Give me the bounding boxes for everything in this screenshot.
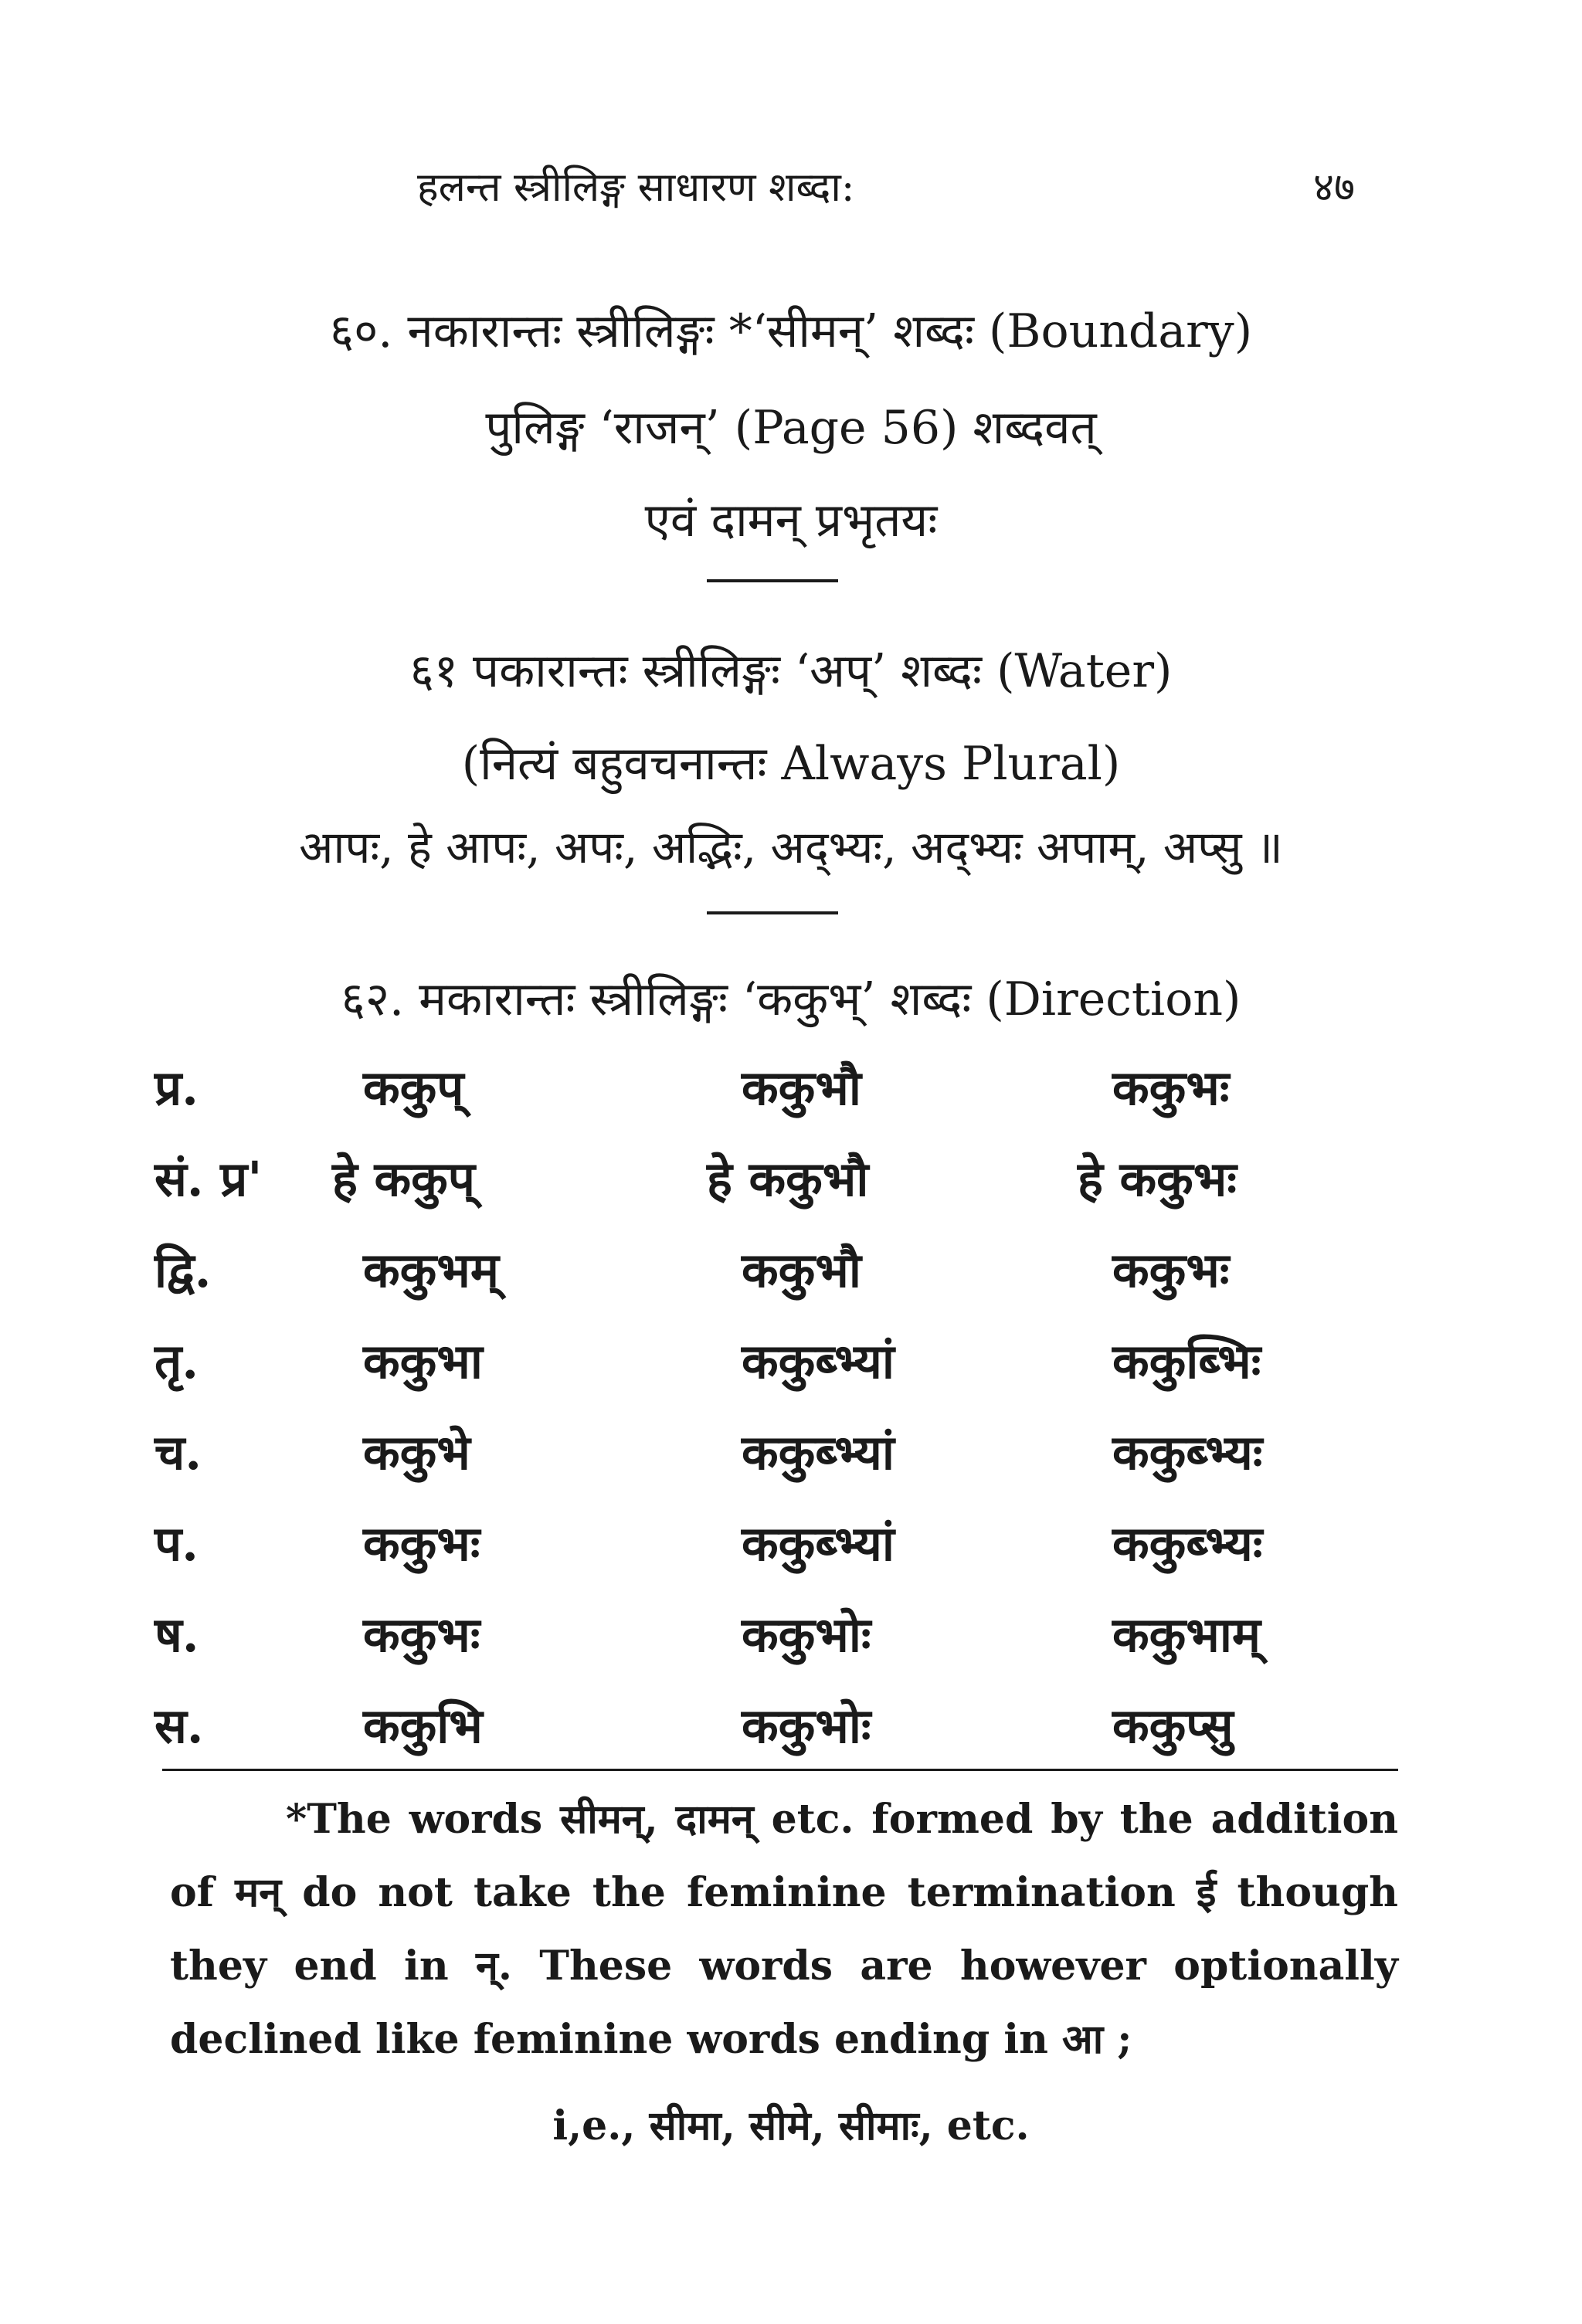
section-61-forms: आपः, हे आपः, अपः, अद्भिः, अद्भ्यः, अद्भ्यः अपाम्, अप्सु ॥ xyxy=(299,821,1283,874)
dual-form: ककुभौ xyxy=(742,1060,861,1116)
declension-table xyxy=(154,1054,1406,1783)
section-61-note: (नित्यं बहुवचनान्तः Always Plural) xyxy=(461,737,1121,791)
singular-form: ककुभम् xyxy=(363,1242,499,1298)
case-label: ष. xyxy=(154,1606,199,1663)
case-label: प. xyxy=(154,1515,199,1572)
dual-form: ककुब्भ्यां xyxy=(742,1515,895,1572)
dual-form: ककुब्भ्यां xyxy=(742,1333,895,1389)
table-row xyxy=(154,1054,1406,1145)
table-row xyxy=(154,1510,1406,1601)
running-title: हलन्त स्त्रीलिङ्ग साधारण शब्दा: xyxy=(417,165,855,211)
table-row xyxy=(154,1328,1406,1419)
case-label: च. xyxy=(154,1424,202,1481)
footnote-example: i,e., सीमा, सीमे, सीमाः, etc. xyxy=(552,2102,1030,2149)
singular-form: ककुभः xyxy=(363,1515,480,1572)
footnote-text: *The words सीमन्, दामन् etc. formed by the addition of मन् do not take the feminine termination ई though they end in न्. These words are however optionally declined like feminine words ending in आ ; xyxy=(170,1796,1398,2063)
plural-form: ककुभः xyxy=(1112,1242,1230,1298)
singular-form: ककुभे xyxy=(363,1424,470,1481)
case-label: तृ. xyxy=(154,1333,199,1389)
section-60-line2: पुलिङ्ग ‘राजन्’ (Page 56) शब्दवत् xyxy=(485,401,1097,455)
singular-form: ककुभः xyxy=(363,1606,480,1663)
table-row xyxy=(154,1601,1406,1692)
divider-1 xyxy=(707,579,838,582)
page-header xyxy=(0,158,1582,220)
dual-form: ककुभौ xyxy=(742,1242,861,1298)
plural-form: ककुब्भ्यः xyxy=(1112,1515,1263,1572)
section-61-heading: ६१ पकारान्तः स्त्रीलिङ्गः ‘अप्’ शब्दः (Water) xyxy=(409,644,1173,698)
section-62-heading: ६२. मकारान्तः स्त्रीलिङ्गः ‘ककुभ्’ शब्दः (Direction) xyxy=(341,972,1241,1026)
footnote xyxy=(170,1783,1398,2076)
case-label: स. xyxy=(154,1698,204,1754)
section-60-line3: एवं दामन् प्रभृतयः xyxy=(644,494,938,548)
divider-2 xyxy=(707,911,838,914)
plural-form: ककुप्सु xyxy=(1112,1698,1234,1754)
page-number: ४७ xyxy=(1313,165,1356,211)
case-label: प्र. xyxy=(154,1060,199,1116)
plural-form: ककुभाम् xyxy=(1112,1606,1261,1663)
table-row xyxy=(154,1145,1406,1237)
table-row xyxy=(154,1237,1406,1328)
singular-form: ककुभि xyxy=(363,1698,483,1754)
case-label: द्वि. xyxy=(154,1242,212,1298)
section-60-heading: ६०. नकारान्तः स्त्रीलिङ्गः *‘सीमन्’ शब्दः (Boundary) xyxy=(329,304,1253,358)
plural-form: हे ककुभः xyxy=(1078,1151,1237,1207)
singular-form: ककुभा xyxy=(363,1333,483,1389)
dual-form: ककुभोः xyxy=(742,1606,871,1663)
singular-form: हे ककुप् xyxy=(332,1151,475,1207)
dual-form: ककुभोः xyxy=(742,1698,871,1754)
plural-form: ककुब्भिः xyxy=(1112,1333,1261,1389)
singular-form: ककुप् xyxy=(363,1060,464,1116)
table-row xyxy=(154,1419,1406,1510)
plural-form: ककुभः xyxy=(1112,1060,1230,1116)
plural-form: ककुब्भ्यः xyxy=(1112,1424,1263,1481)
case-label: सं. प्र' xyxy=(154,1151,263,1207)
dual-form: ककुब्भ्यां xyxy=(742,1424,895,1481)
footnote-divider xyxy=(162,1769,1398,1771)
dual-form: हे ककुभौ xyxy=(707,1151,869,1207)
